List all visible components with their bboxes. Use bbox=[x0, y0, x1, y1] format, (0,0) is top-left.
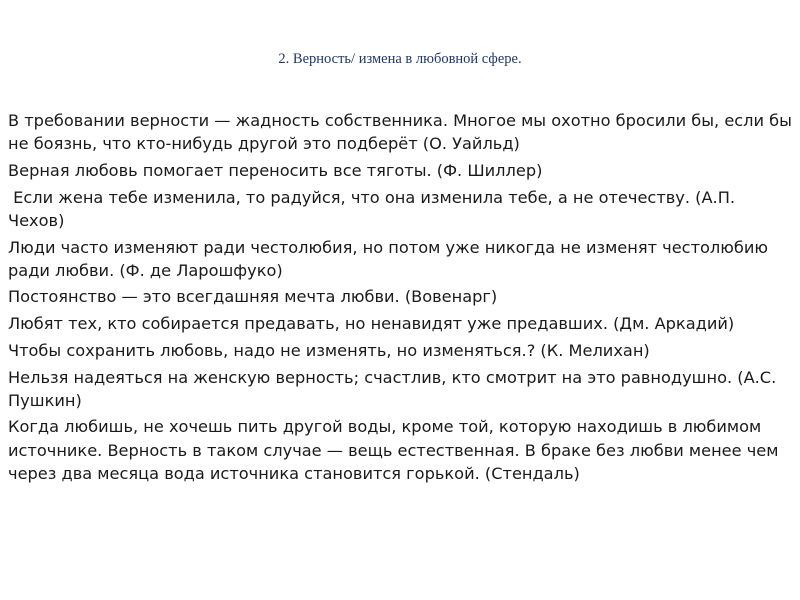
quote-melikhan: Чтобы сохранить любовь, надо не изменять, но изменяться.? (К. Мелихан) bbox=[8, 340, 650, 360]
quote-chekhov: Если жена тебе изменила, то радуйся, что она изменила тебе, а не отечеству. (А.П. Чехов) bbox=[8, 187, 741, 230]
quote-arkadiy: Любят тех, кто собирается предавать, но ненавидят уже предавших. (Дм. Аркадий) bbox=[8, 314, 735, 334]
quote-larochefoucauld: Люди часто изменяют ради честолюбия, но потом уже никогда не изменят честолюбию ради любви. (Ф. де Ларошфуко) bbox=[8, 237, 769, 280]
quote-vauvenargues: Постоянство — это всегдашняя мечта любви. (Вовенарг) bbox=[8, 287, 498, 307]
slide-title: 2. Верность/ измена в любовной сфере. bbox=[278, 51, 522, 67]
quote-wilde: В требовании верности — жадность собственника. Многое мы охотно бросили бы, если бы не боязнь, что кто-нибудь другой это подберёт (О. Уайльд) bbox=[8, 111, 792, 154]
quote-list bbox=[8, 109, 794, 489]
quote-pushkin: Нельзя надеяться на женскую верность; счастлив, кто смотрит на это равнодушно. (А.С. Пушкин) bbox=[8, 367, 777, 410]
quote-stendhal: Когда любишь, не хочешь пить другой воды, кроме той, которую находишь в любимом источнике. Верность в таком случае — вещь естественная. В браке без любви менее чем через два месяца вода источника становится горькой. (Стендаль) bbox=[8, 417, 779, 483]
quote-schiller: Верная любовь помогает переносить все тяготы. (Ф. Шиллер) bbox=[8, 160, 543, 180]
